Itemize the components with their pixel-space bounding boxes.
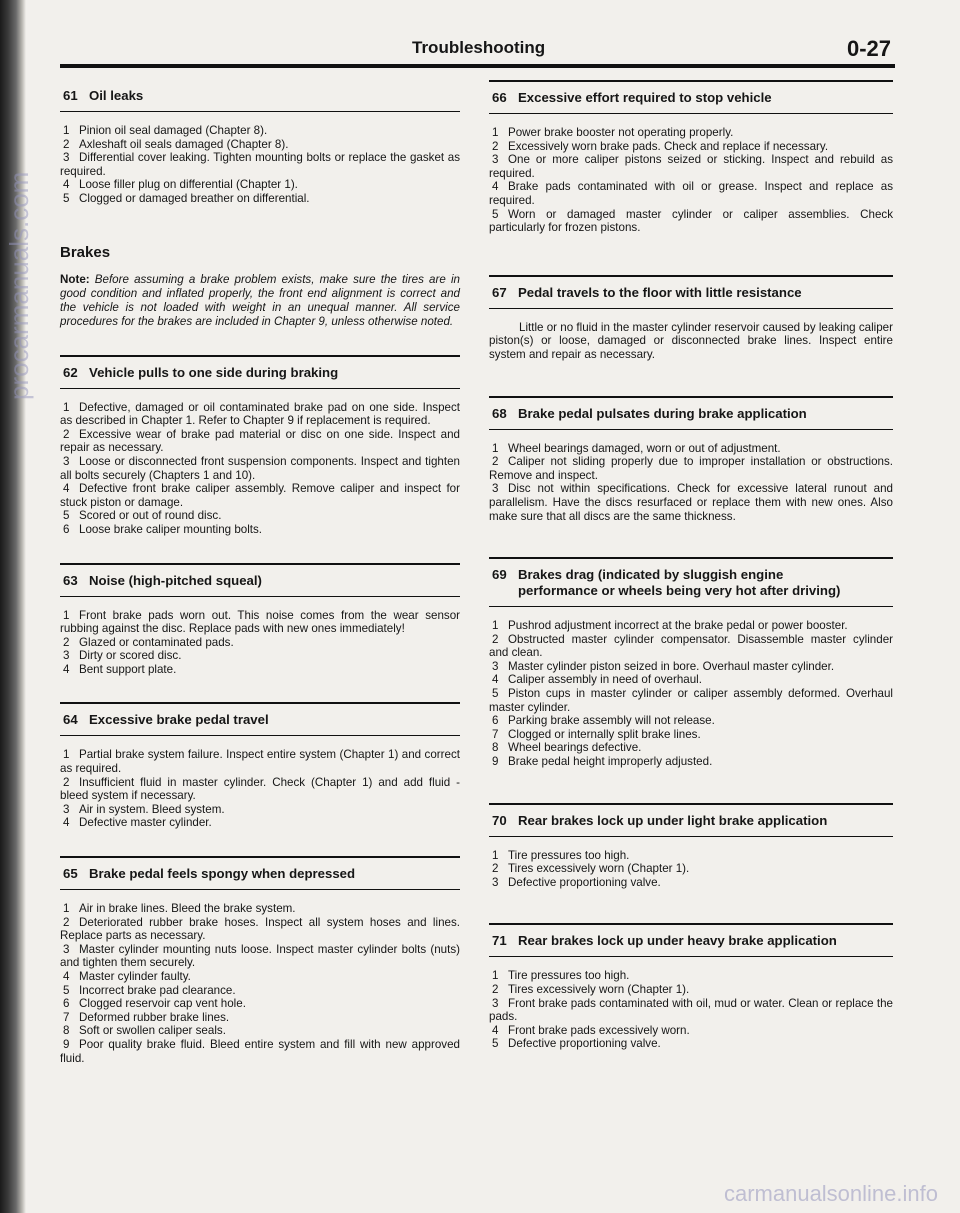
section-71-lock-heavy bbox=[489, 923, 893, 1051]
header-rule bbox=[60, 64, 895, 68]
list-item: 4 Defective master cylinder. bbox=[63, 816, 212, 830]
list-item: 5 Worn or damaged master cylinder or caliper assemblies. Check particularly for frozen pistons. bbox=[489, 207, 893, 235]
section-rule bbox=[60, 388, 460, 389]
section-number: 64 bbox=[63, 712, 78, 728]
list-item: 4 Brake pads contaminated with oil or grease. Inspect and replace as required. bbox=[489, 180, 893, 207]
section-number: 61 bbox=[63, 88, 78, 103]
section-title bbox=[489, 82, 893, 113]
section-title bbox=[489, 805, 893, 836]
bottom-watermark: carmanualsonline.info bbox=[723, 1181, 938, 1206]
list-item: 5 Scored or out of round disc. bbox=[63, 509, 222, 523]
list-item: 2 Tires excessively worn (Chapter 1). bbox=[492, 983, 690, 996]
left-column bbox=[60, 80, 460, 1091]
section-title-text: Brake pedal pulsates during brake application bbox=[518, 405, 807, 421]
section-rule bbox=[489, 606, 893, 607]
page-number: 0-27 bbox=[846, 36, 891, 61]
list-item: 2 Glazed or contaminated pads. bbox=[63, 635, 234, 649]
section-rule bbox=[60, 111, 460, 112]
side-watermark: procarmanuals.com bbox=[4, 171, 34, 400]
section-title-text: Pedal travels to the floor with little resistance bbox=[518, 284, 802, 300]
list-item: 5 Defective proportioning valve. bbox=[492, 1037, 661, 1051]
list-item: 9 Brake pedal height improperly adjusted. bbox=[492, 755, 713, 769]
section-number: 70 bbox=[492, 812, 507, 828]
list-item: 1 Tire pressures too high. bbox=[492, 969, 630, 983]
section-title-text: Brake pedal feels spongy when depressed bbox=[89, 866, 356, 882]
section-title-text: Oil leaks bbox=[89, 88, 144, 103]
brakes-heading: Brakes bbox=[60, 243, 111, 261]
section-title bbox=[489, 925, 893, 956]
list-item: 4 Front brake pads excessively worn. bbox=[492, 1023, 690, 1037]
list-item: 4 Loose filler plug on differential (Chapter 1). bbox=[63, 178, 298, 192]
list-item: 3 One or more caliper pistons seized or sticking. Inspect and rebuild as required. bbox=[489, 153, 893, 180]
list-item: 6 Clogged reservoir cap vent hole. bbox=[63, 997, 246, 1011]
list-item: 2 Axleshaft oil seals damaged (Chapter 8). bbox=[63, 137, 289, 151]
section-rule bbox=[60, 889, 460, 890]
section-69-brakes-drag bbox=[489, 557, 893, 769]
right-column bbox=[489, 80, 893, 1077]
section-title bbox=[60, 704, 460, 735]
section-64-pedal-travel bbox=[60, 702, 460, 830]
section-rule bbox=[489, 113, 893, 114]
section-title-text: Excessive brake pedal travel bbox=[89, 712, 269, 728]
section-rule bbox=[489, 429, 893, 430]
list-item: 4 Master cylinder faulty. bbox=[63, 970, 191, 983]
section-title bbox=[60, 858, 460, 889]
section-number: 67 bbox=[492, 284, 507, 300]
list-item: 3 Air in system. Bleed system. bbox=[63, 802, 225, 816]
list-item: 8 Soft or swollen caliper seals. bbox=[63, 1024, 226, 1038]
list-item: 2 Caliper not sliding properly due to improper installation or obstructions. Remove and inspect. bbox=[489, 455, 893, 482]
list-item: 2 Excessive wear of brake pad material or disc on one side. Inspect and repair as necessary. bbox=[60, 427, 460, 455]
list-item: 7 Clogged or internally split brake lines. bbox=[492, 727, 701, 741]
section-title bbox=[489, 398, 893, 429]
list-item: 2 Tires excessively worn (Chapter 1). bbox=[492, 862, 690, 876]
paragraph: Little or no fluid in the master cylinder reservoir caused by leaking caliper piston(s) or loose, damaged or disconnected brake lines. Inspect entire system and repair as necessary. bbox=[489, 320, 893, 361]
section-number: 69 bbox=[492, 567, 507, 583]
section-title-text: Vehicle pulls to one side during braking bbox=[89, 364, 339, 380]
section-title-text: Excessive effort required to stop vehicle bbox=[518, 90, 772, 105]
list-item: 2 Insufficient fluid in master cylinder. Check (Chapter 1) and add fluid - bleed system if necessary. bbox=[60, 775, 460, 803]
section-number: 71 bbox=[492, 933, 507, 949]
list-item: 3 Disc not within specifications. Check for excessive lateral runout and parallelism. Have the discs resurfaced or replace them with new ones. Also make sure that all discs are the same thickness. bbox=[489, 482, 893, 523]
section-rule bbox=[489, 956, 893, 957]
section-number: 63 bbox=[63, 572, 78, 588]
page-header bbox=[60, 38, 895, 64]
section-title-text: Rear brakes lock up under heavy brake application bbox=[518, 933, 837, 949]
list-item: 1 Power brake booster not operating properly. bbox=[492, 126, 734, 139]
section-title bbox=[60, 565, 460, 596]
list-item: 2 Deteriorated rubber brake hoses. Inspect all system hoses and lines. Replace parts as necessary. bbox=[60, 915, 460, 943]
section-rule bbox=[60, 596, 460, 597]
brakes-note: Note: Before assuming a brake problem exists, make sure the tires are in good condition and inflated properly, the front end alignment is correct and the vehicle is not loaded with weight in an unequal manner. All service procedures for the brakes are included in Chapter 9, unless otherwise noted. bbox=[60, 272, 460, 328]
list-item: 3 Master cylinder piston seized in bore. Overhaul master cylinder. bbox=[492, 659, 835, 673]
list-item: 1 Tire pressures too high. bbox=[492, 848, 630, 862]
list-item: 2 Obstructed master cylinder compensator. Disassemble master cylinder and clean. bbox=[489, 632, 893, 660]
section-68-pedal-pulsates bbox=[489, 396, 893, 524]
section-title bbox=[60, 357, 460, 388]
section-number: 66 bbox=[492, 90, 507, 105]
list-item: 3 Defective proportioning valve. bbox=[492, 875, 661, 889]
list-item: 5 Clogged or damaged breather on differential. bbox=[63, 191, 310, 205]
list-item: 1 Pushrod adjustment incorrect at the brake pedal or power booster. bbox=[492, 619, 848, 633]
section-66-excessive-effort bbox=[489, 80, 893, 235]
section-title-text: Brakes drag (indicated by sluggish engine performance or wheels being very hot after driving) bbox=[518, 567, 841, 599]
list-item: 3 Master cylinder mounting nuts loose. Inspect master cylinder bolts (nuts) and tighten them securely. bbox=[60, 942, 460, 970]
section-title bbox=[489, 277, 893, 308]
list-item: 4 Caliper assembly in need of overhaul. bbox=[492, 673, 702, 687]
list-item: 2 Excessively worn brake pads. Check and replace if necessary. bbox=[492, 139, 829, 153]
page-title: Troubleshooting bbox=[412, 38, 546, 57]
list-item: 6 Parking brake assembly will not release. bbox=[492, 714, 715, 728]
section-61-oil-leaks bbox=[60, 80, 460, 206]
section-number: 65 bbox=[63, 866, 78, 882]
section-rule bbox=[489, 836, 893, 837]
section-70-lock-light bbox=[489, 803, 893, 890]
section-title-text: Rear brakes lock up under light brake application bbox=[518, 812, 828, 828]
list-item: 8 Wheel bearings defective. bbox=[492, 741, 642, 755]
list-item: 4 Bent support plate. bbox=[63, 662, 177, 676]
list-item: 3 Loose or disconnected front suspension components. Inspect and tighten all bolts securely (Chapters 1 and 10). bbox=[60, 454, 460, 482]
section-number: 62 bbox=[63, 364, 78, 380]
list-item: 3 Dirty or scored disc. bbox=[63, 649, 182, 663]
list-item: 1 Front brake pads worn out. This noise comes from the wear sensor rubbing against the disc. Replace pads with new ones immediately! bbox=[60, 608, 460, 636]
section-number: 68 bbox=[492, 405, 507, 421]
list-item: 1 Defective, damaged or oil contaminated brake pad on one side. Inspect as described in Chapter 1. Refer to Chapter 9 if replacement is required. bbox=[60, 400, 460, 428]
list-item: 1 Partial brake system failure. Inspect entire system (Chapter 1) and correct as required. bbox=[60, 748, 460, 776]
section-63-noise bbox=[60, 563, 460, 677]
list-item: 1 Air in brake lines. Bleed the brake system. bbox=[63, 902, 296, 916]
section-67-pedal-floor bbox=[489, 275, 893, 362]
section-rule bbox=[489, 308, 893, 309]
section-title bbox=[489, 559, 893, 606]
list-item: 3 Differential cover leaking. Tighten mounting bolts or replace the gasket as required. bbox=[60, 151, 460, 178]
list-item: 6 Loose brake caliper mounting bolts. bbox=[63, 522, 263, 536]
section-title-text: Noise (high-pitched squeal) bbox=[89, 572, 262, 588]
list-item: 3 Front brake pads contaminated with oil, mud or water. Clean or replace the pads. bbox=[489, 996, 893, 1024]
list-item: 5 Incorrect brake pad clearance. bbox=[63, 983, 236, 997]
list-item: 1 Wheel bearings damaged, worn or out of adjustment. bbox=[492, 441, 781, 455]
section-65-spongy bbox=[60, 856, 460, 1065]
list-item: 5 Piston cups in master cylinder or caliper assembly deformed. Overhaul master cylinder. bbox=[489, 687, 893, 714]
section-rule bbox=[60, 735, 460, 736]
list-item: 9 Poor quality brake fluid. Bleed entire system and fill with new approved fluid. bbox=[60, 1037, 460, 1065]
list-item: 1 Pinion oil seal damaged (Chapter 8). bbox=[63, 124, 268, 137]
list-item: 4 Defective front brake caliper assembly. Remove caliper and inspect for stuck piston or damage. bbox=[60, 482, 460, 509]
section-62-pulls bbox=[60, 355, 460, 537]
list-item: 7 Deformed rubber brake lines. bbox=[63, 1010, 230, 1024]
section-title bbox=[60, 80, 460, 111]
